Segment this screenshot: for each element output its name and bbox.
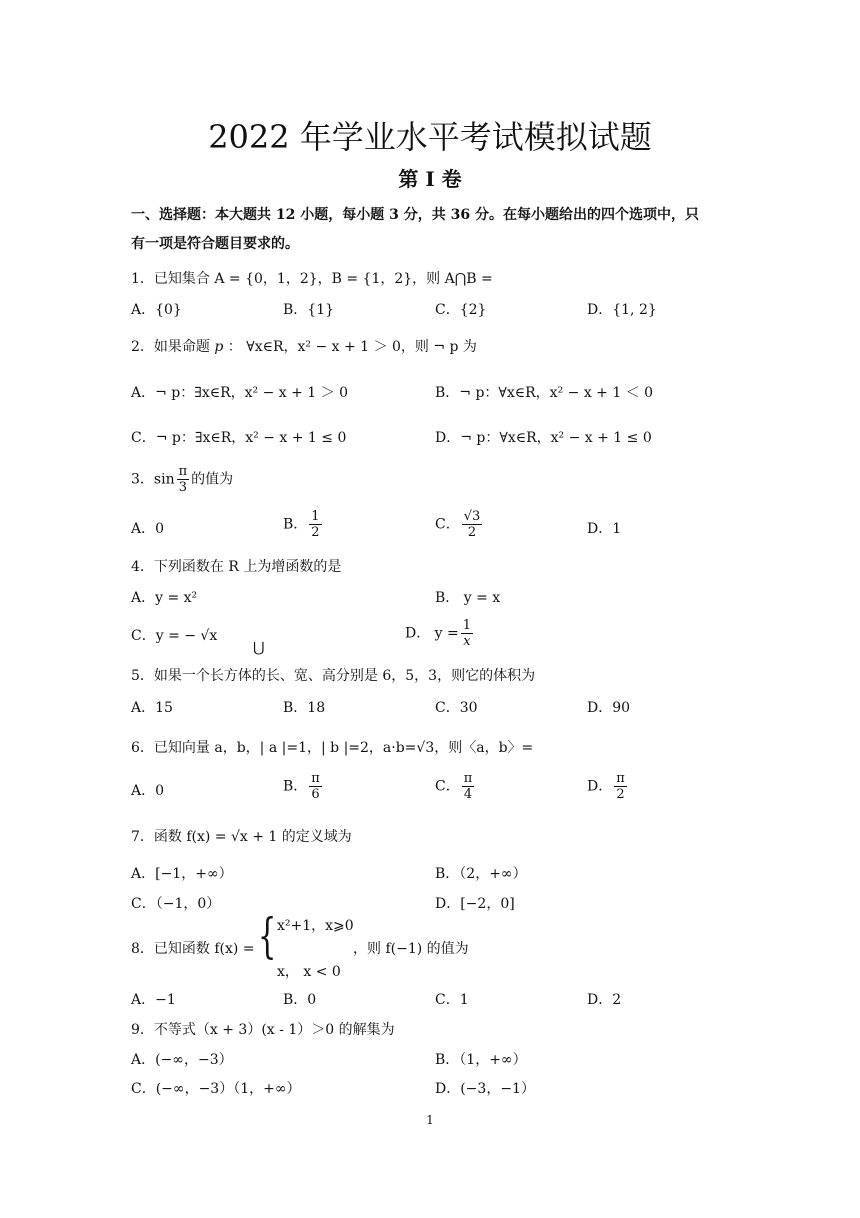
option-label: B． — [283, 516, 308, 533]
option-label: B． — [283, 778, 308, 795]
question-7-option-d: D．[−2，0] — [435, 896, 515, 912]
question-2-stem-var: p — [214, 339, 224, 355]
question-6-option-b — [283, 771, 324, 802]
fraction-numerator: π — [463, 771, 473, 786]
question-7-option-b: B．（2，+∞） — [435, 866, 527, 882]
question-8-option-c: C．1 — [435, 992, 469, 1008]
option-fraction — [462, 509, 483, 540]
question-4-option-a: A．y = x² — [131, 590, 198, 606]
question-2-stem-pre: 2．如果命题 — [131, 339, 210, 355]
fraction-denominator: 2 — [311, 525, 320, 540]
question-1-option-c: C．{2} — [435, 302, 487, 318]
fraction-numerator: π — [178, 464, 188, 479]
fraction-denominator: 2 — [616, 787, 625, 802]
question-3-stem-post: 的值为 — [191, 471, 234, 488]
question-4-option-c: C．y = − √x — [131, 628, 218, 644]
fraction-denominator: 4 — [463, 787, 473, 802]
question-7-option-a: A．[−1，+∞） — [131, 866, 233, 882]
question-6-option-c — [435, 771, 476, 802]
option-label: D． — [587, 778, 613, 795]
fraction-numerator: π — [311, 771, 320, 786]
question-3-stem-pre: 3．sin — [131, 471, 175, 488]
question-2-option-d: D．¬ p：∀x∈R，x² − x + 1 ≤ 0 — [435, 430, 652, 446]
question-9-stem: 9．不等式（x + 3）(x - 1）＞0 的解集为 — [131, 1022, 395, 1038]
fraction-numerator: √3 — [463, 509, 481, 524]
question-8-option-b: B．0 — [283, 992, 317, 1008]
option-fraction — [614, 771, 627, 802]
option-fraction — [461, 618, 473, 649]
option-label: C． — [435, 778, 460, 795]
question-9-option-c: C．(−∞，−3）（1，+∞） — [131, 1081, 301, 1097]
question-2-option-b: B．¬ p：∀x∈R，x² − x + 1 ＜ 0 — [435, 385, 654, 401]
question-8-option-a: A．−1 — [131, 992, 176, 1008]
fraction-denominator: 6 — [311, 787, 320, 802]
question-8-case-1: x²+1，x⩾0 — [277, 918, 354, 934]
section-heading-line2: 有一项是符合题目要求的。 — [131, 236, 299, 252]
question-7-option-c: C．（−1，0） — [131, 896, 221, 912]
question-1-option-d: D．{1, 2} — [587, 302, 657, 318]
option-fraction — [309, 771, 322, 802]
option-fraction — [309, 509, 321, 540]
page-subtitle: 第 I 卷 — [398, 167, 462, 191]
question-9-option-b: B．（1，+∞） — [435, 1052, 527, 1068]
question-3-option-a: A．0 — [131, 521, 165, 537]
question-6-stem: 6．已知向量 a，b，| a |=1，| b |=2，a·b=√3，则〈a，b〉= — [131, 740, 534, 756]
piecewise-brace: { — [258, 908, 277, 964]
question-3-option-c — [435, 509, 484, 540]
fraction-denominator: 2 — [467, 525, 477, 540]
question-7-stem: 7．函数 f(x) = √x + 1 的定义域为 — [131, 829, 352, 845]
question-8-stem-post: ，则 f(−1) 的值为 — [353, 941, 469, 957]
page-number: 1 — [426, 1113, 434, 1127]
question-1-option-a: A．{0} — [131, 302, 182, 318]
question-9-option-a: A．(−∞，−3） — [131, 1052, 233, 1068]
question-8-case-2: x， x < 0 — [277, 964, 341, 980]
question-5-option-b: B．18 — [283, 700, 326, 716]
question-5-option-a: A．15 — [131, 700, 173, 716]
question-2-stem-colon: ： — [227, 339, 242, 355]
page-title: 2022 年学业水平考试模拟试题 — [208, 118, 652, 156]
question-8-stem-pre: 8．已知函数 f(x) = — [131, 941, 255, 957]
question-5-stem: 5．如果一个长方体的长、宽、高分别是 6，5，3，则它的体积为 — [131, 668, 536, 684]
question-4-option-b: B． y = x — [435, 590, 501, 606]
question-2-stem-expr: ∀x∈R，x² − x + 1 ＞ 0，则 ¬ p 为 — [246, 339, 477, 355]
question-2-option-a: A．¬ p：∃x∈R，x² − x + 1 ＞ 0 — [131, 385, 349, 401]
question-5-option-d: D．90 — [587, 700, 631, 716]
question-9-option-d: D．(−3，−1） — [435, 1081, 535, 1097]
question-3-option-d: D．1 — [587, 521, 622, 537]
question-1-option-b: B．{1} — [283, 302, 335, 318]
fraction-denominator: x — [463, 634, 471, 649]
question-8-option-d: D．2 — [587, 992, 622, 1008]
question-3-fraction — [177, 464, 190, 495]
question-3-option-b — [283, 509, 324, 540]
question-3-stem — [131, 464, 233, 495]
fraction-numerator: 1 — [311, 509, 320, 524]
question-4-option-d — [405, 618, 475, 649]
option-label: D． y = — [405, 625, 459, 642]
option-label: C． — [435, 516, 460, 533]
option-fraction — [462, 771, 475, 802]
question-2-stem — [131, 336, 477, 356]
question-6-option-d — [587, 771, 629, 802]
question-6-option-a: A．0 — [131, 783, 165, 799]
question-4-stem: 4．下列函数在 R 上为增函数的是 — [131, 559, 342, 575]
question-5-option-c: C．30 — [435, 700, 478, 716]
fraction-numerator: 1 — [462, 618, 472, 633]
fraction-numerator: π — [616, 771, 625, 786]
fraction-denominator: 3 — [178, 480, 187, 495]
section-heading-line1: 一、选择题：本大题共 12 小题，每小题 3 分，共 36 分。在每小题给出的四个选项中，只 — [131, 207, 699, 223]
question-2-option-c: C．¬ p：∃x∈R，x² − x + 1 ≤ 0 — [131, 430, 347, 446]
question-1-stem: 1．已知集合 A = {0，1，2}，B = {1，2}，则 A⋂B = — [131, 271, 493, 287]
stray-union-symbol: ⋃ — [253, 640, 265, 656]
